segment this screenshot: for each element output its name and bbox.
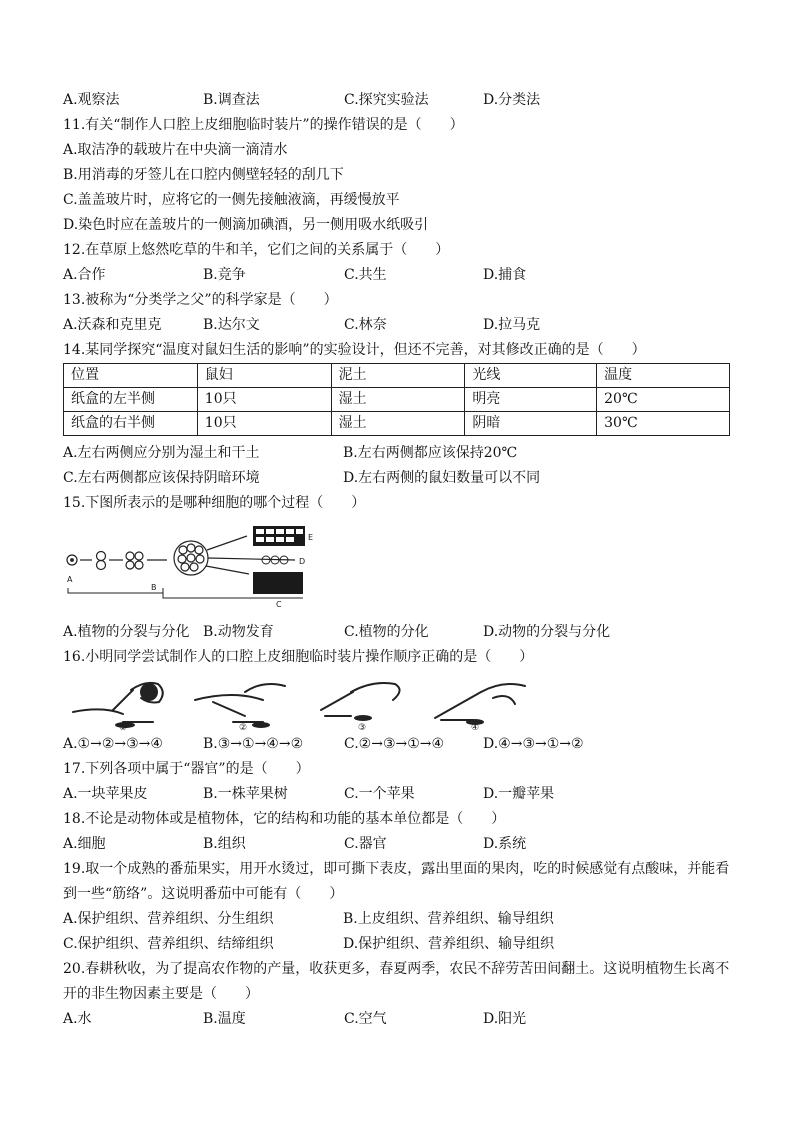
table-cell: 明亮 — [465, 388, 597, 412]
option-b: B.上皮组织、营养组织、输导组织 — [343, 911, 554, 927]
q11-option-d: D.染色时应在盖玻片的一侧滴加碘酒，另一侧用吸水纸吸引 — [63, 217, 429, 233]
option-d: D.系统 — [483, 836, 527, 852]
table-cell: 阴暗 — [465, 412, 597, 436]
figure-label-c: C — [276, 600, 282, 609]
option-b: B.温度 — [203, 1011, 246, 1027]
q16-stem: 16.小明同学尝试制作人的口腔上皮细胞临时装片操作顺序正确的是（ ） — [63, 649, 534, 665]
q12-stem: 12.在草原上悠然吃草的牛和羊，它们之间的关系属于（ ） — [63, 242, 450, 258]
step-label-3: ③ — [358, 723, 367, 732]
q12-options — [63, 265, 743, 285]
option-c: C.植物的分化 — [344, 624, 429, 640]
q19-stem-line1: 19.取一个成熟的番茄果实，用开水烫过，即可撕下表皮，露出里面的果肉，吃的时候感觉有点酸味，并能看 — [63, 861, 730, 877]
q11-stem: 11.有关“制作人口腔上皮细胞临时装片”的操作错误的是（ ） — [63, 117, 464, 133]
slide-steps-diagram — [63, 670, 543, 732]
table-cell: 纸盒的右半侧 — [64, 412, 198, 436]
q17-stem: 17.下列各项中属于“器官”的是（ ） — [63, 761, 310, 777]
table-header: 光线 — [465, 364, 597, 388]
step-label-4: ④ — [471, 723, 480, 732]
option-a: A.植物的分裂与分化 — [63, 624, 190, 640]
figure-label-d: D — [299, 557, 306, 566]
option-b: B.一株苹果树 — [203, 786, 288, 802]
option-d: D.阳光 — [483, 1011, 527, 1027]
q14-stem: 14.某同学探究“温度对鼠妇生活的影响”的实验设计，但还不完善，对其修改正确的是（ ） — [63, 342, 646, 358]
table-cell: 30℃ — [597, 412, 730, 436]
table-cell: 20℃ — [597, 388, 730, 412]
option-a: A.保护组织、营养组织、分生组织 — [63, 911, 274, 927]
option-a: A.①→②→③→④ — [63, 736, 163, 752]
table-header-row — [64, 364, 730, 388]
q17-options — [63, 784, 743, 804]
option-c: C.②→③→①→④ — [344, 736, 445, 752]
cell-division-diagram — [63, 520, 353, 610]
q13-options — [63, 315, 743, 335]
option-c: C.探究实验法 — [344, 92, 429, 108]
q19-options-row1 — [63, 909, 743, 929]
table-cell: 10只 — [197, 412, 331, 436]
q11-option-c: C.盖盖玻片时，应将它的一侧先接触液滴，再缓慢放平 — [63, 192, 400, 208]
table-cell: 湿土 — [331, 412, 465, 436]
option-d: D.拉马克 — [483, 317, 541, 333]
option-c: C.器官 — [344, 836, 387, 852]
q14-options-row1 — [63, 443, 743, 463]
option-a: A.左右两侧应分别为湿土和干土 — [63, 445, 260, 461]
table-cell: 湿土 — [331, 388, 465, 412]
option-b: B.左右两侧都应该保持20℃ — [343, 445, 518, 461]
q10-options — [63, 90, 743, 110]
table-header: 鼠妇 — [197, 364, 331, 388]
option-b: B.动物发育 — [203, 624, 274, 640]
q11-option-b: B.用消毒的牙签儿在口腔内侧壁轻轻的刮几下 — [63, 167, 344, 183]
option-d: D.④→③→①→② — [483, 736, 584, 752]
option-a: A.一块苹果皮 — [63, 786, 148, 802]
option-b: B.调查法 — [203, 92, 260, 108]
option-a: A.水 — [63, 1011, 92, 1027]
q18-options — [63, 834, 743, 854]
option-c: C.左右两侧都应该保持阴暗环境 — [63, 470, 260, 486]
q13-stem: 13.被称为“分类学之父”的科学家是（ ） — [63, 292, 338, 308]
option-d: D.左右两侧的鼠妇数量可以不同 — [343, 470, 541, 486]
option-a: A.细胞 — [63, 836, 106, 852]
figure-label-e: E — [308, 533, 314, 542]
q19-options-row2 — [63, 934, 743, 954]
option-b: B.竞争 — [203, 267, 246, 283]
q20-options — [63, 1009, 743, 1029]
option-c: C.一个苹果 — [344, 786, 415, 802]
q11-option-a: A.取洁净的载玻片在中央滴一滴清水 — [63, 142, 288, 158]
table-header: 泥土 — [331, 364, 465, 388]
q15-options — [63, 622, 743, 642]
q20-stem-line1: 20.春耕秋收，为了提高农作物的产量，收获更多，春夏两季，农民不辞劳苦田间翻土。这说明植物生长离不 — [63, 961, 730, 977]
option-b: B.组织 — [203, 836, 246, 852]
option-d: D.捕食 — [483, 267, 527, 283]
option-a: A.观察法 — [63, 92, 120, 108]
table-header: 温度 — [597, 364, 730, 388]
option-d: D.保护组织、营养组织、输导组织 — [343, 936, 555, 952]
table-row — [64, 412, 730, 436]
option-a: A.沃森和克里克 — [63, 317, 162, 333]
option-b: B.达尔文 — [203, 317, 260, 333]
figure-label-a: A — [67, 575, 73, 584]
step-label-1: ① — [119, 723, 128, 732]
q14-options-row2 — [63, 468, 743, 488]
q20-stem-line2: 开的非生物因素主要是（ ） — [63, 986, 259, 1002]
table-cell: 10只 — [197, 388, 331, 412]
option-d: D.一瓣苹果 — [483, 786, 555, 802]
q16-options — [63, 734, 743, 754]
table-row — [64, 388, 730, 412]
option-d: D.分类法 — [483, 92, 541, 108]
option-c: C.林奈 — [344, 317, 387, 333]
q15-stem: 15.下图所表示的是哪种细胞的哪个过程（ ） — [63, 495, 366, 511]
table-header: 位置 — [64, 364, 198, 388]
q18-stem: 18.不论是动物体或是植物体，它的结构和功能的基本单位都是（ ） — [63, 811, 506, 827]
step-label-2: ② — [239, 723, 248, 732]
option-a: A.合作 — [63, 267, 106, 283]
option-c: C.保护组织、营养组织、结缔组织 — [63, 936, 274, 952]
experiment-table — [63, 363, 730, 436]
table-cell: 纸盒的左半侧 — [64, 388, 198, 412]
figure-label-b: B — [151, 583, 157, 592]
option-b: B.③→①→④→② — [203, 736, 304, 752]
option-c: C.共生 — [344, 267, 387, 283]
option-d: D.动物的分裂与分化 — [483, 624, 611, 640]
q19-stem-line2: 到一些“筋络”。这说明番茄中可能有（ ） — [63, 886, 344, 902]
option-c: C.空气 — [344, 1011, 387, 1027]
